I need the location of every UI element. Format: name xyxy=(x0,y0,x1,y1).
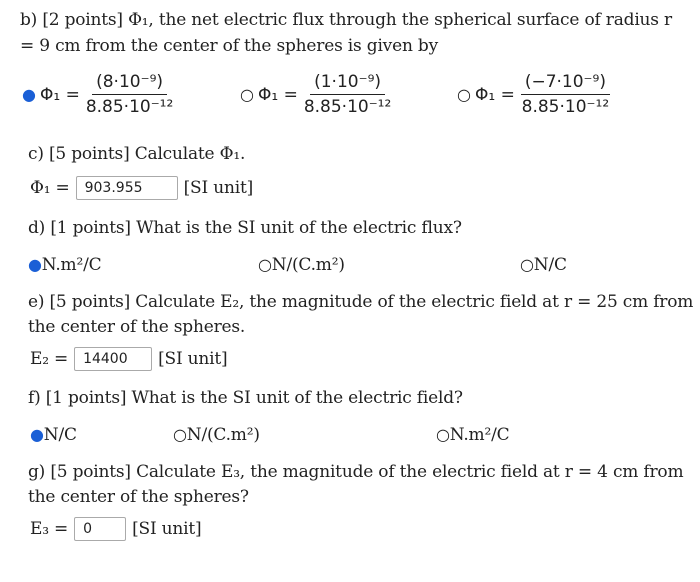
fraction-numerator: (8·10⁻⁹) xyxy=(92,72,167,95)
option-label: N.m²/C xyxy=(449,425,510,445)
part-b-line1: b) [2 points] Φ₁, the net electric flux through the spherical surface of radius r xyxy=(20,10,672,30)
fraction-denominator: 8.85·10⁻¹² xyxy=(85,97,174,117)
option-label: N/C xyxy=(533,255,567,275)
flux-option-3[interactable] xyxy=(457,72,610,117)
option-label: N.m²/C xyxy=(41,255,102,275)
option-label: N/C xyxy=(43,425,77,445)
part-g-answer-row xyxy=(30,517,201,541)
answer-input[interactable]: 0 xyxy=(74,517,126,541)
fraction-numerator: (−7·10⁻⁹) xyxy=(521,72,610,95)
radio-unselected-icon[interactable]: ○ xyxy=(240,85,254,104)
fraction xyxy=(521,72,610,117)
radio-unselected-icon[interactable]: ○ xyxy=(173,425,187,444)
part-e-answer-row xyxy=(30,347,227,371)
flux-option-2[interactable] xyxy=(240,72,391,117)
field-unit-option-1[interactable] xyxy=(30,425,77,445)
flux-option-1[interactable] xyxy=(22,72,173,117)
part-f-question: f) [1 points] What is the SI unit of the electric field? xyxy=(28,388,463,408)
answer-input[interactable]: 903.955 xyxy=(76,176,178,200)
option-symbol: Φ₁ = xyxy=(474,84,515,105)
part-e-line1: e) [5 points] Calculate E₂, the magnitude of the electric field at r = 25 cm from xyxy=(28,292,694,312)
part-g-line2: the center of the spheres? xyxy=(28,487,249,507)
radio-selected-icon[interactable]: ● xyxy=(30,425,44,444)
answer-label: Φ₁ = xyxy=(30,178,70,198)
option-label: N/(C.m²) xyxy=(271,255,345,275)
radio-selected-icon[interactable]: ● xyxy=(28,255,42,274)
part-c-question: c) [5 points] Calculate Φ₁. xyxy=(28,144,246,164)
unit-option-3[interactable] xyxy=(520,255,567,275)
option-symbol: Φ₁ = xyxy=(257,84,298,105)
fraction xyxy=(86,72,174,117)
answer-input[interactable]: 14400 xyxy=(74,347,152,371)
answer-label: E₂ = xyxy=(30,349,69,369)
field-unit-option-2[interactable] xyxy=(173,425,260,445)
unit-label: [SI unit] xyxy=(132,519,202,539)
part-d-question: d) [1 points] What is the SI unit of the electric flux? xyxy=(28,218,462,238)
field-unit-option-3[interactable] xyxy=(436,425,509,445)
part-c-answer-row xyxy=(30,176,253,200)
answer-label: E₃ = xyxy=(30,519,69,539)
unit-label: [SI unit] xyxy=(183,178,254,198)
radio-selected-icon[interactable]: ● xyxy=(22,85,36,104)
part-e-line2: the center of the spheres. xyxy=(28,317,246,337)
radio-unselected-icon[interactable]: ○ xyxy=(520,255,534,274)
radio-unselected-icon[interactable]: ○ xyxy=(436,425,450,444)
unit-option-1[interactable] xyxy=(28,255,101,275)
part-g-line1: g) [5 points] Calculate E₃, the magnitude of the electric field at r = 4 cm from xyxy=(28,462,684,482)
fraction-denominator: 8.85·10⁻¹² xyxy=(521,97,610,117)
part-b-line2: = 9 cm from the center of the spheres is given by xyxy=(20,36,438,56)
radio-unselected-icon[interactable]: ○ xyxy=(457,85,471,104)
option-symbol: Φ₁ = xyxy=(39,84,80,105)
fraction-denominator: 8.85·10⁻¹² xyxy=(303,97,392,117)
unit-label: [SI unit] xyxy=(158,349,228,369)
radio-unselected-icon[interactable]: ○ xyxy=(258,255,272,274)
fraction-numerator: (1·10⁻⁹) xyxy=(310,72,385,95)
fraction xyxy=(304,72,392,117)
option-label: N/(C.m²) xyxy=(186,425,260,445)
unit-option-2[interactable] xyxy=(258,255,345,275)
